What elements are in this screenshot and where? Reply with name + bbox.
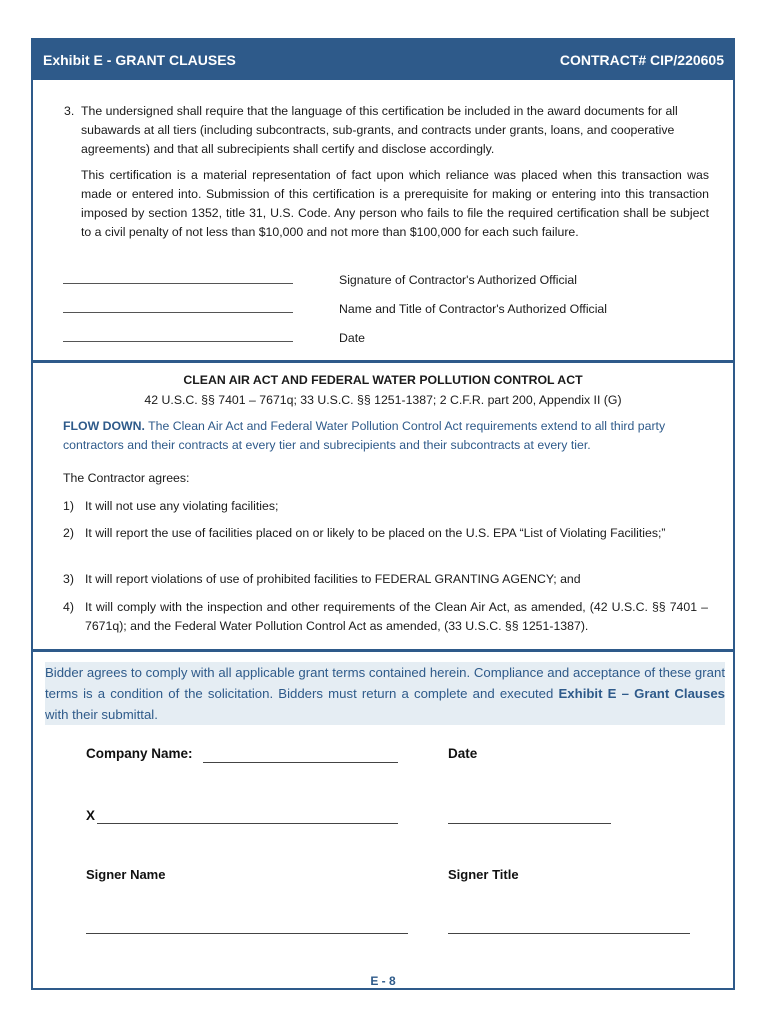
clean-air-title: CLEAN AIR ACT AND FEDERAL WATER POLLUTION CONTROL ACT	[183, 373, 583, 387]
date-label-bottom: Date	[448, 746, 478, 761]
contract-number: CONTRACT# CIP/220605	[559, 52, 724, 68]
signer-name-label: Signer Name	[86, 867, 166, 882]
flow-down-paragraph	[63, 417, 708, 455]
date-line[interactable]	[63, 341, 293, 342]
x-mark: X	[86, 808, 96, 823]
company-name-label: Company Name:	[86, 746, 193, 761]
name-title-line[interactable]	[63, 312, 293, 313]
signer-name-field[interactable]	[86, 933, 408, 934]
list-number: 2)	[63, 526, 74, 540]
date-label: Date	[339, 331, 365, 345]
list-text: It will comply with the inspection and other requirements of the Clean Air Act, as amended, (42 U.S.C. §§ 7401 – 7671q); and the Federal Water Pollution Control Act as amended, (33 U.S.C. §§ 1251-1387).	[85, 600, 708, 633]
signature-line[interactable]	[63, 283, 293, 284]
page-frame	[31, 38, 735, 990]
signature-field[interactable]	[97, 823, 398, 824]
signer-title-field[interactable]	[448, 933, 690, 934]
clean-air-section	[33, 363, 733, 649]
page-header	[33, 40, 733, 80]
flow-down-label: FLOW DOWN.	[63, 419, 145, 433]
page-number: E - 8	[370, 974, 396, 988]
bidder-text: Bidder agrees to comply with all applicable grant terms contained herein. Compliance and acceptance of these grant terms is a condition of the solicitation. Bidders must return a complete and executed	[45, 665, 725, 701]
certification-paragraph: This certification is a material representation of fact upon which reliance was placed when this transaction was made or entered into. Submission of this certification is a prerequisite for making or entering into this transaction imposed by section 1352, title 31, U.S. Code. Any person who fails to file the required certification shall be subject to a civil penalty of not less than $10,000 and not more than $100,000 for each such failure.	[81, 168, 709, 239]
company-name-field[interactable]	[203, 762, 398, 763]
list-number: 1)	[63, 499, 74, 513]
bidder-agreement	[45, 662, 725, 725]
bidder-exhibit-name: Exhibit E – Grant Clauses	[558, 686, 725, 701]
list-text: It will not use any violating facilities;	[85, 499, 279, 513]
clean-air-citation: 42 U.S.C. §§ 7401 – 7671q; 33 U.S.C. §§ 1251-1387; 2 C.F.R. part 200, Appendix II (G)	[144, 393, 622, 407]
section-divider	[33, 649, 733, 652]
exhibit-title: Exhibit E - GRANT CLAUSES	[43, 52, 236, 68]
certification-section	[33, 80, 733, 362]
list-number: 4)	[63, 600, 74, 614]
item-number: 3.	[64, 104, 75, 118]
contractor-agrees: The Contractor agrees:	[63, 471, 190, 485]
flow-down-text: The Clean Air Act and Federal Water Pollution Control Act requirements extend to all third party contractors and their contracts at every tier and subrecipients and their subcontracts at every tier.	[63, 419, 666, 452]
bidder-tail: with their submittal.	[45, 707, 158, 722]
list-number: 3)	[63, 572, 74, 586]
signer-title-label: Signer Title	[448, 867, 519, 882]
list-text: It will report the use of facilities placed on or likely to be placed on the U.S. EPA “List of Violating Facilities;”	[85, 526, 666, 540]
certification-item-text: The undersigned shall require that the language of this certification be included in the award documents for all subawards at all tiers (including subcontracts, sub-grants, and contracts under grants, loans, and cooperative agreements) and that all subrecipients shall certify and disclose accordingly.	[81, 104, 678, 156]
date-field[interactable]	[448, 823, 611, 824]
name-title-label: Name and Title of Contractor's Authorized Official	[339, 302, 607, 316]
list-text: It will report violations of use of prohibited facilities to FEDERAL GRANTING AGENCY; and	[85, 572, 581, 586]
signature-label: Signature of Contractor's Authorized Official	[339, 273, 577, 287]
